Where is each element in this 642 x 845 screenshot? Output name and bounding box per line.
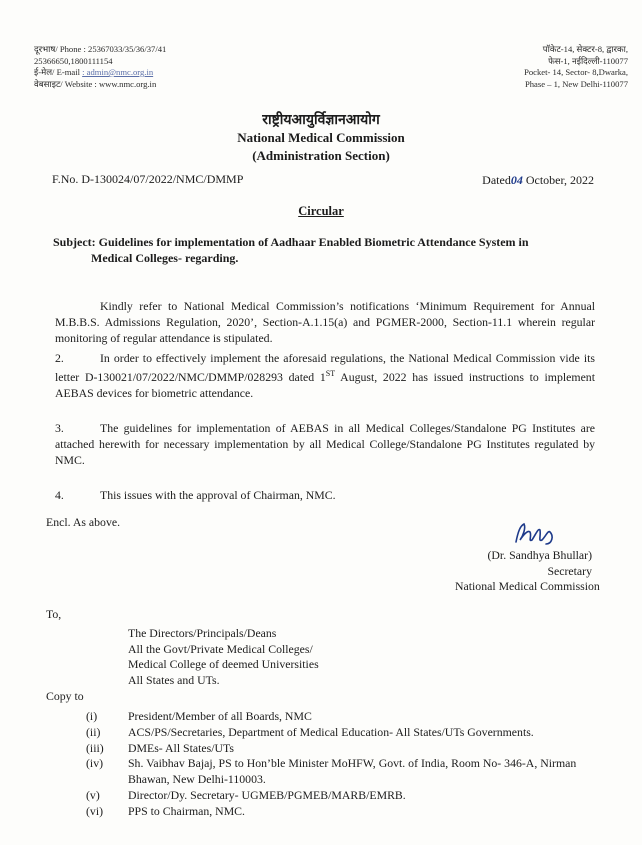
address-line-1: पॉकेट-14, सेक्टर-8, द्वारका, [542,44,628,54]
paragraph-1-text: Kindly refer to National Medical Commission’s notifications ‘Minimum Requirement for Annual M.B.B.S. Admissions Regulation, 2020’, Section-A.1.15(a) and PGMER-2000, Section-11.1 wherein regular monitoring of regular attendance is stipulated. [55,299,595,345]
copy-to-item [86,788,606,804]
copy-to-item [86,804,606,820]
address-line-3: Pocket- 14, Sector- 8,Dwarka, [524,67,628,77]
title-hindi: राष्ट्रीयआयुर्विज्ञानआयोग [262,113,380,128]
signatory-name: (Dr. Sandhya Bhullar) [487,548,592,562]
copy-to-number: (iv) [86,756,104,771]
paragraph-2-text-a: In order to effectively implement the aforesaid regulations, the National Medical Commission vide its letter D-130021/07/2022/NMC/DMMP/028293 dated 1 [55,351,595,384]
addressee-line: All States and UTs. [128,672,220,687]
addressee-line: The Directors/Principals/Deans [128,626,277,640]
paragraph-1 [55,298,595,346]
organization-title [0,112,642,165]
email-line [34,67,166,79]
copy-to-item [86,756,606,788]
copy-to-text: President/Member of all Boards, NMC [128,709,312,723]
paragraph-2-text-b: August, 2022 has issued instructions to implement AEBAS devices for biometric attendance. [55,369,595,400]
date-line [482,173,594,188]
copy-to-number: (ii) [86,724,101,739]
signatory-block [455,548,600,595]
subject-line-1: Subject: Guidelines for implementation of Aadhaar Enabled Biometric Attendance System in [53,235,529,249]
letterhead-contact [34,44,166,90]
addressee-line: All the Govt/Private Medical Colleges/ [128,641,313,656]
copy-to-text: ACS/PS/Secretaries, Department of Medical Education- All States/UTs Governments. [128,724,534,739]
paragraph-2-number: 2. [55,351,64,365]
letterhead-address [524,44,628,90]
address-line-2: फेस-1, नईदिल्ली-110077 [548,55,628,66]
addressee-line: Medical College of deemed Universities [128,657,319,671]
paragraph-4-number: 4. [55,488,64,502]
phone-line: दूरभाष/ Phone : 25367033/35/36/37/41 [34,44,167,54]
dated-suffix: October, 2022 [525,173,594,187]
website-line: वेबसाइट/ Website : www.nmc.org.in [34,78,157,89]
dated-handwritten: 04 [510,173,523,187]
enclosure-note: Encl. As above. [46,515,121,529]
email-link[interactable]: : admin@nmc.org.in [82,67,154,77]
title-english: National Medical Commission [237,130,405,145]
copy-to-number: (vi) [86,803,104,818]
copy-to-number: (i) [86,709,98,723]
paragraph-3-number: 3. [55,421,64,435]
dated-prefix: Dated [482,173,511,187]
copy-to-number: (iii) [86,740,104,755]
handwritten-signature [510,518,560,550]
to-label: To, [46,607,62,621]
copy-to-number: (v) [86,787,100,802]
file-number: F.No. D-130024/07/2022/NMC/DMMP [52,172,244,186]
subject [53,234,598,266]
paragraph-2 [55,350,595,401]
circular-heading: Circular [298,204,344,218]
title-section: (Administration Section) [252,148,390,163]
copy-to-list [86,709,606,820]
address-line-4: Phase – 1, New Delhi-110077 [524,78,628,89]
copy-to-text: Director/Dy. Secretary- UGMEB/PGMEB/MARB/EMRB. [128,787,406,802]
subject-line-2: Medical Colleges- regarding. [91,251,239,265]
copy-to-item [86,709,606,725]
copy-to-label: Copy to [46,689,84,703]
phone-line-2: 25366650,1800111154 [34,55,113,66]
copy-to-item [86,741,606,757]
signatory-designation: Secretary [547,563,592,578]
copy-to-text: DMEs- All States/UTs [128,740,235,755]
paragraph-3-text: The guidelines for implementation of AEBAS in all Medical Colleges/Standalone PG Institutes are attached herewith for necessary implementation by all Medical College/Standalone PG Institutes regulated by NMC. [55,421,595,467]
paragraph-2-superscript: ST [325,369,336,378]
copy-to-text: Sh. Vaibhav Bajaj, PS to Hon’ble Minister MoHFW, Govt. of India, Room No- 346-A, Nirman Bhawan, New Delhi-110003. [128,756,577,787]
email-label: ई-मेल/ E-mail [34,67,80,77]
copy-to-item [86,725,606,741]
signatory-org: National Medical Commission [455,579,600,593]
copy-to-text: PPS to Chairman, NMC. [128,803,246,818]
addressee-list [128,626,319,688]
paragraph-3 [55,420,595,468]
paragraph-4-text: This issues with the approval of Chairman, NMC. [100,488,336,502]
paragraph-4 [55,487,595,503]
